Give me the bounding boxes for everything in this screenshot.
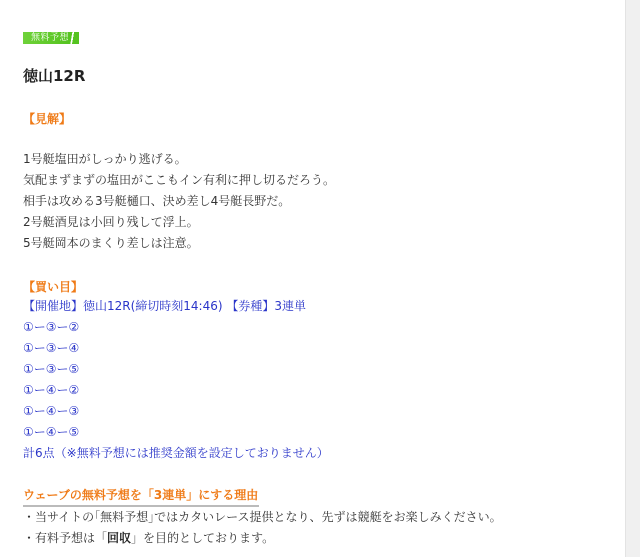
bet-combo: ①ー④ー② [23,383,80,397]
bets-heading: 【買い目】 [23,280,84,294]
reason-line2-suffix: 」を目的としております。 [131,531,275,545]
view-line: 気配まずまずの塩田がここもイン有利に押し切るだろう。 [23,173,336,187]
view-line: 2号艇酒見は小回り残して浮上。 [23,215,199,229]
bet-combo: ①ー④ー③ [23,404,80,418]
reason-line2-prefix: ・有料予想は「 [23,531,108,545]
reason-line [23,530,274,546]
bets-total: 計6点（※無料予想には推奨金額を設定しておりません） [23,446,329,460]
bet-combo: ①ー③ー② [23,320,80,334]
bet-combo: ①ー③ー⑤ [23,362,80,376]
page-right-edge [625,0,640,557]
bet-combo: ①ー④ー⑤ [23,425,80,439]
bet-combo: ①ー③ー④ [23,341,80,355]
reason-line: ・当サイトの｢無料予想｣ではカタいレース提供となり、先ずは競艇をお楽しみください。 [23,510,502,524]
bets-venue-line: 【開催地】徳山12R(締切時刻14:46) 【券種】3連単 [23,299,307,313]
view-line: 相手は攻める3号艇樋口、決め差し4号艇長野だ。 [23,194,291,208]
race-title: 徳山12R [23,67,86,85]
reason-heading: ウェーブの無料予想を「3連単」にする理由 [23,486,259,507]
reason-line2-bold: 回収 [107,531,132,545]
view-heading: 【見解】 [23,112,72,126]
view-line: 1号艇塩田がしっかり逃げる。 [23,152,187,166]
view-line: 5号艇岡本のまくり差しは注意。 [23,236,199,250]
free-prediction-badge: 無料予想 [23,32,79,44]
